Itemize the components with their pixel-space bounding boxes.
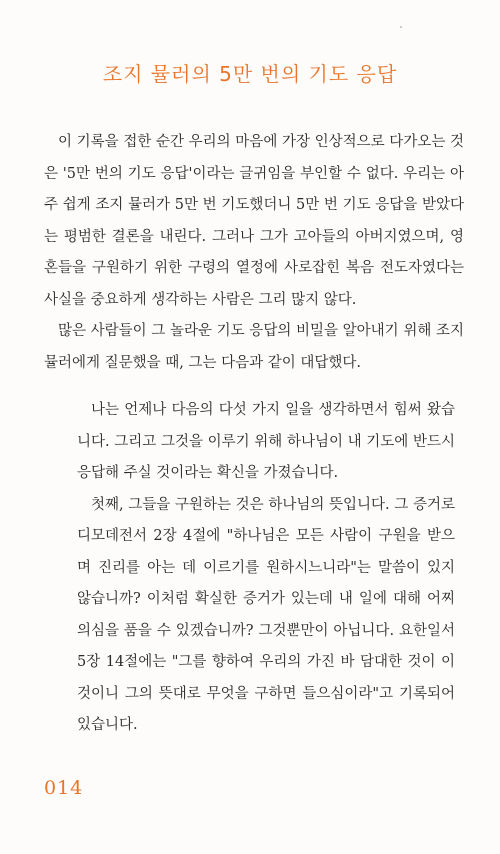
body-paragraph-1: 이 기록을 접한 순간 우리의 마음에 가장 인상적으로 다가오는 것은 '5만 번의 기도 응답'이라는 글귀임을 부인할 수 없다. 우리는 아주 쉽게 조지 뮬러가 5만 번 기도했더니 5만 번 기도 응답을 받았다는 평범한 결론을 내린다. 그러나 그가 고아들의 아버지였으며, 영혼들을 구원하기 위한 구령의 열정에 사로잡힌 복음 전도자였다는 사실을 중요하게 생각하는 사람은 그리 많지 않다.: [44, 134, 464, 308]
corner-dot-mark: [400, 26, 402, 28]
chapter-title: 조지 뮬러의 5만 번의 기도 응답: [102, 62, 398, 86]
quote-paragraph-1: 나는 언제나 다음의 다섯 가지 일을 생각하면서 힘써 왔습니다. 그리고 그것을 이루기 위해 하나님이 내 기도에 반드시 응답해 주실 것이라는 확신을 가졌습니다.: [77, 402, 455, 481]
quote-paragraph-2: 첫째, 그들을 구원하는 것은 하나님의 뜻입니다. 그 증거로 디모데전서 2장 4절에 "하나님은 모든 사람이 구원을 받으며 진리를 아는 데 이르기를 원하시느니라"는 말씀이 있지 않습니까? 이처럼 확실한 증거가 있는데 내 일에 대해 어찌 의심을 품을 수 있겠습니까? 그것뿐만이 아닙니다. 요한일서 5장 14절에는 "그를 향하여 우리의 가진 바 담대한 것이 이것이니 그의 뜻대로 무엇을 구하면 들으심이라"고 기록되어 있습니다.: [77, 496, 455, 733]
page-number: 014: [44, 777, 84, 799]
body-paragraph-2: 많은 사람들이 그 놀라운 기도 응답의 비밀을 알아내기 위해 조지 뮬러에게 질문했을 때, 그는 다음과 같이 대답했다.: [44, 323, 464, 371]
body-text: [44, 127, 464, 379]
block-quote: [77, 395, 455, 742]
